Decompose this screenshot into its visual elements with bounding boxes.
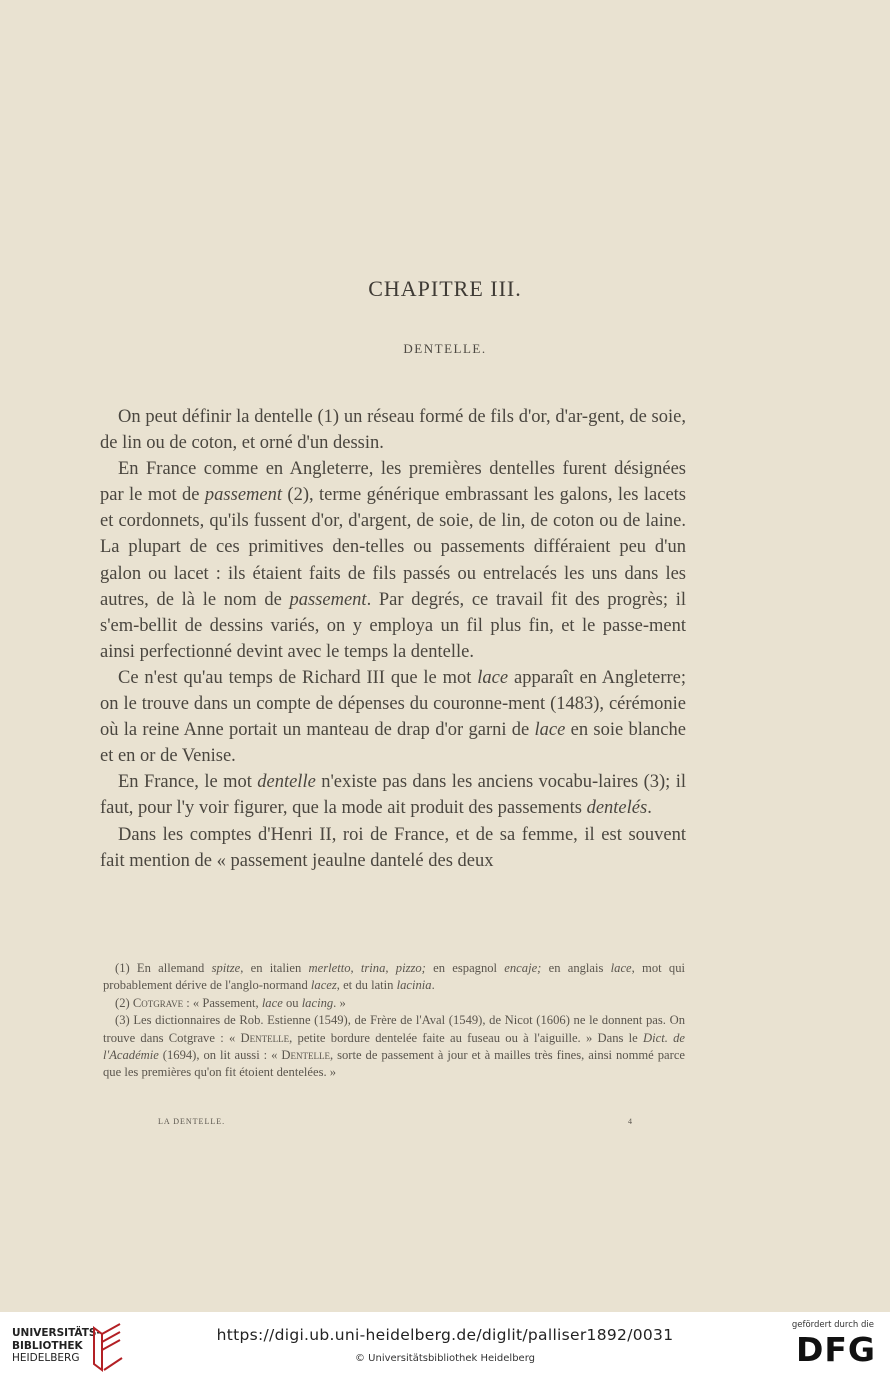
text-span: En France, le mot: [118, 772, 258, 793]
paragraph: [100, 822, 686, 874]
signature-mark: 4: [628, 1117, 633, 1126]
viewer-footer: [0, 1312, 890, 1375]
text-span: On peut définir la dentelle (1) un réseau formé de fils d'or, d'ar-gent, de soie, de lin ou de coton, et orné d'un dessin.: [100, 407, 686, 454]
text-span: . »: [333, 995, 346, 1010]
text-span: : « Passement,: [183, 995, 262, 1010]
text-span: .: [431, 978, 435, 993]
italic-term: lacinia: [396, 978, 432, 993]
text-span: En France comme en Angleterre, les premières dentelles furent désignées par le mot de: [100, 459, 686, 506]
italic-term: lacez: [310, 978, 337, 993]
library-name-line: UNIVERSITÄTS-: [12, 1327, 101, 1339]
italic-term: encaje;: [504, 961, 542, 975]
italic-term: lace: [534, 720, 566, 741]
chapter-subtitle: DENTELLE.: [403, 341, 487, 356]
italic-term: lacing: [301, 995, 334, 1010]
paragraph: [100, 769, 686, 821]
text-span: , et du latin: [336, 978, 397, 993]
text-span: (1694), on lit aussi : «: [158, 1048, 282, 1063]
permalink-url[interactable]: https://digi.ub.uni-heidelberg.de/diglit/palliser1892/0031: [216, 1326, 674, 1344]
text-span: , sorte de passement à jour et à mailles très fines, ainsi nommé parce que les premières qu'on fit étoient dentelées. »: [103, 1048, 685, 1080]
footnote-1: [103, 960, 685, 995]
dfg-logo[interactable]: DFG: [795, 1330, 876, 1369]
italic-term: merletto, trina, pizzo;: [308, 961, 426, 975]
footnotes: [103, 960, 685, 1082]
italic-term: passement: [289, 589, 367, 610]
italic-term: spitze: [211, 961, 241, 975]
body-text: [100, 404, 686, 874]
text-span: , petite bordure dentelée faite au fuseau ou à l'aiguille. » Dans le: [289, 1030, 644, 1045]
text-span: . Par degrés, ce travail fit des progrès; il s'em-bellit de dessins variés, on y employa un fil plus fin, et le passe-ment ainsi perfectionné devint avec le temps la dentelle.: [100, 589, 686, 662]
small-caps-name: Dentelle: [240, 1030, 290, 1045]
text-span: en soie blanche et en or de Venise.: [100, 720, 686, 767]
copyright-notice: © Universitätsbibliothek Heidelberg: [354, 1353, 535, 1364]
text-span: apparaît en Angleterre; on le trouve dans un compte de dépenses du couronne-ment (1483), cérémonie où la reine Anne portait un manteau de drap d'or garni de: [100, 667, 686, 741]
text-span: en espagnol: [425, 961, 505, 975]
library-name-line: HEIDELBERG: [12, 1352, 80, 1364]
text-span: ou: [282, 995, 302, 1010]
italic-term: Dict. de l'Académie: [103, 1030, 685, 1063]
text-span: (1) En allemand: [115, 961, 212, 975]
chapter-title: CHAPITRE III.: [368, 276, 522, 301]
funding-label: gefördert durch die: [791, 1320, 874, 1330]
text-span: (3) Les dictionnaires de Rob. Estienne (1549), de Frère de l'Aval (1549), de Nicot (1606) ne le donnent pas. On trouve dans Cotgrave : «: [103, 1013, 685, 1045]
italic-term: passement: [204, 485, 282, 506]
text-span: (2), terme générique embrassant les galons, les lacets et cordonnets, qu'ils fussent d'or, d'argent, de soie, de lin, de coton ou de laine. La plupart de ces primitives den-telles ou passements différaient peu d'un galon ou lacet : ils étaient faits de fils passés ou entrelacés les uns dans les autres, de là le nom de: [100, 485, 687, 610]
text-span: en anglais: [541, 961, 611, 975]
paragraph: [100, 456, 686, 665]
text-span: n'existe pas dans les anciens vocabu-laires (3); il faut, pour l'y voir figurer, que la mode ait produit des passements: [100, 772, 686, 819]
library-name-line: BIBLIOTHEK: [12, 1339, 83, 1352]
footnote-2: [103, 995, 685, 1012]
paragraph: [100, 665, 686, 769]
text-span: , en italien: [240, 961, 309, 975]
text-span: .: [647, 798, 652, 819]
text-span: , mot qui probablement dérive de l'anglo-normand: [103, 961, 685, 993]
running-foot-title: LA DENTELLE.: [158, 1117, 226, 1126]
text-span: Ce n'est qu'au temps de Richard III que le mot: [118, 667, 478, 688]
paragraph: [100, 404, 686, 456]
small-caps-name: Cotgrave: [132, 995, 184, 1010]
small-caps-name: Dentelle: [281, 1048, 330, 1063]
italic-term: lace: [477, 667, 509, 688]
text-span: Dans les comptes d'Henri II, roi de France, et de sa femme, il est souvent fait mention de « passement jeaulne dantelé des deux: [100, 824, 686, 871]
italic-term: dentelle: [257, 772, 316, 793]
italic-term: dentelés: [586, 798, 648, 819]
italic-term: lace: [610, 961, 632, 975]
footnote-3: [103, 1012, 685, 1082]
italic-term: lace: [261, 995, 283, 1010]
text-span: (2): [115, 995, 133, 1010]
